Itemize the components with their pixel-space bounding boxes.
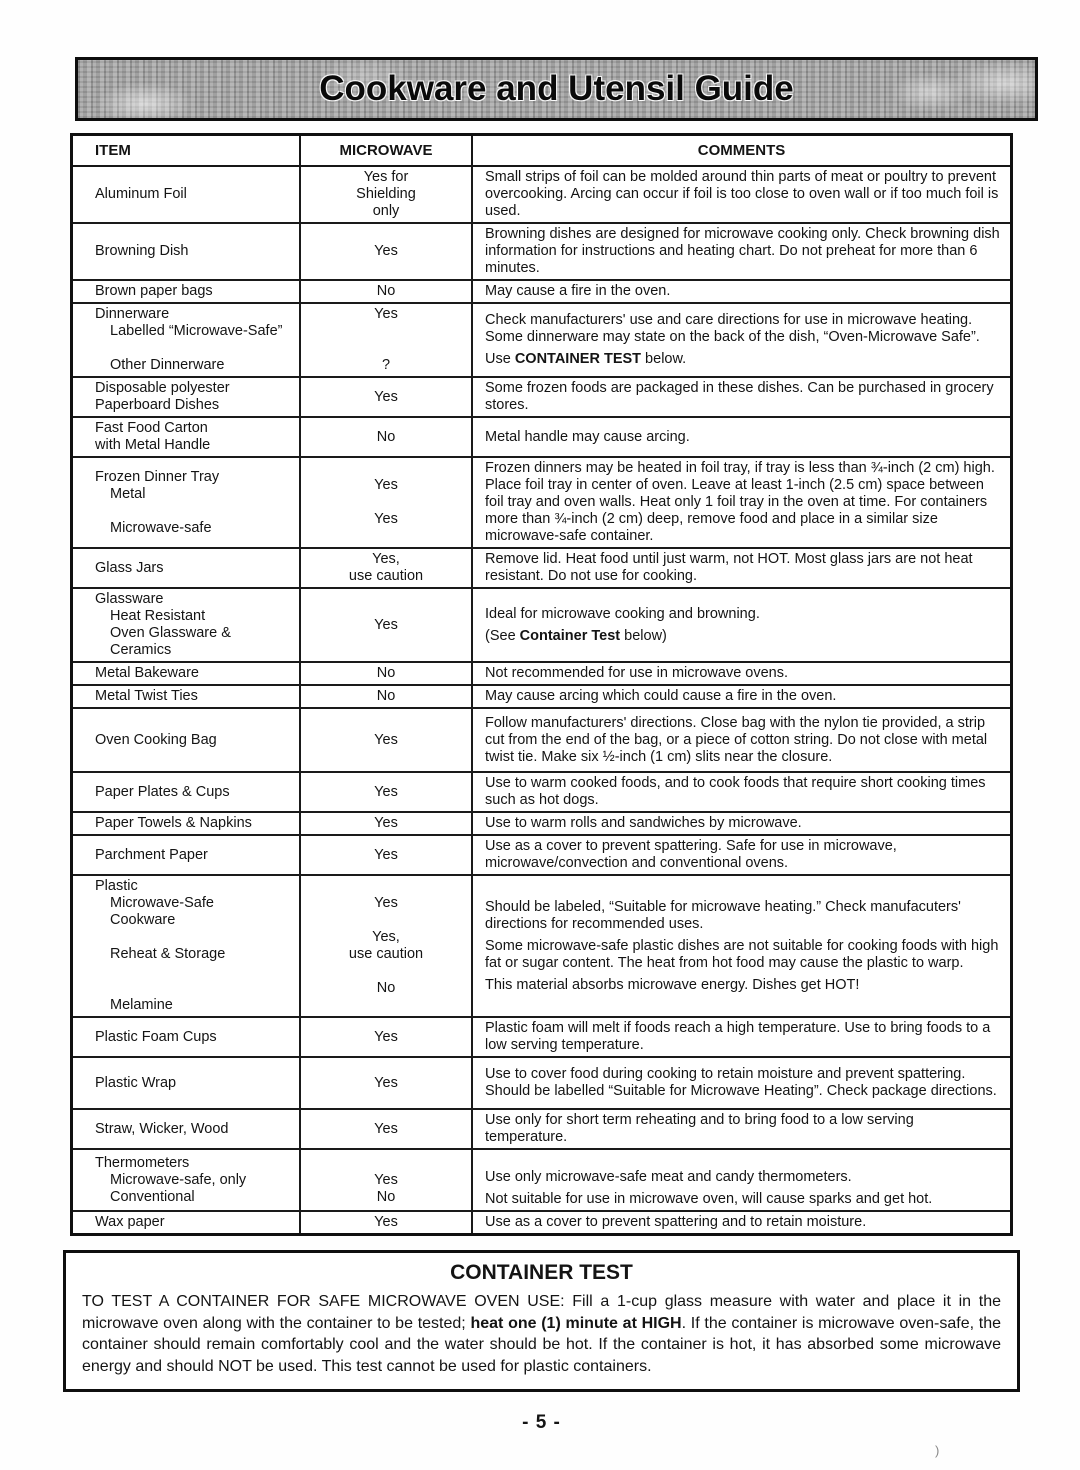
cookware-table-rows <box>73 167 1010 1233</box>
comment-paragraph: Frozen dinners may be heated in foil tray, if tray is less than ¾-inch (2 cm) high. Place foil tray in center of oven. Leave at least 1-inch (2.5 cm) space between foil tray and oven walls. Heat only 1 foil tray in the oven at time. For containers more than ¾-inch (2 cm) deep, remove food and place in a similar size microwave-safe container. <box>485 460 995 544</box>
microwave-cell <box>301 773 473 811</box>
item-line: Plastic <box>95 878 138 894</box>
item-cell <box>73 549 301 587</box>
microwave-value: Yes <box>374 477 398 493</box>
item-line: Oven Glassware & <box>110 625 231 641</box>
item-line: Glass Jars <box>95 559 164 576</box>
header-item: ITEM <box>73 136 301 165</box>
container-test-title: CONTAINER TEST <box>450 1261 633 1284</box>
item-line: Labelled “Microwave-Safe” <box>110 323 283 339</box>
microwave-cell <box>301 549 473 587</box>
item-line: Thermometers <box>95 1154 190 1171</box>
item-line: Disposable polyester <box>95 380 230 396</box>
comment-paragraph: Use to cover food during cooking to retain moisture and prevent spattering. Should be labelled “Suitable for Microwave Heating”. Check package directions. <box>485 1066 997 1099</box>
table-row <box>73 707 1010 771</box>
comment-paragraph: Not suitable for use in microwave oven, will cause sparks and get hot. <box>485 1191 933 1207</box>
microwave-value: No <box>376 1188 396 1205</box>
table-row <box>73 811 1010 834</box>
comment-paragraph: Use as a cover to prevent spattering and to retain moisture. <box>485 1214 867 1230</box>
microwave-value: Yes <box>374 243 398 259</box>
comments-cell <box>473 304 1010 376</box>
table-row <box>73 416 1010 456</box>
microwave-cell <box>301 1018 473 1056</box>
item-line: Paper Plates & Cups <box>95 783 230 800</box>
item-line: Paper Towels & Napkins <box>95 815 252 831</box>
table-row <box>73 222 1010 279</box>
scan-artifact-mark: ) <box>935 1443 940 1458</box>
table-row <box>73 1148 1010 1210</box>
item-cell <box>73 1212 301 1233</box>
comments-cell <box>473 378 1010 416</box>
item-line: Dinnerware <box>95 306 170 322</box>
comment-paragraph: Small strips of foil can be molded around thin parts of meat or poultry to prevent overcooking. Arcing can occur if foil is too close to oven wall or if too much foil is used. <box>485 169 999 219</box>
comment-paragraph: Use CONTAINER TEST below. <box>485 351 687 367</box>
microwave-cell <box>301 1110 473 1148</box>
item-line: Frozen Dinner Tray <box>95 468 220 485</box>
item-line: Heat Resistant <box>110 608 206 624</box>
microwave-value: only <box>372 203 400 219</box>
item-cell <box>73 1018 301 1056</box>
comments-cell <box>473 773 1010 811</box>
comments-cell <box>473 709 1010 771</box>
cookware-table <box>70 133 1013 1236</box>
comment-paragraph: Use to warm rolls and sandwiches by microwave. <box>485 815 802 831</box>
item-cell <box>73 304 301 376</box>
microwave-value: Yes <box>374 616 398 633</box>
microwave-cell <box>301 876 473 1016</box>
microwave-cell <box>301 589 473 661</box>
microwave-value: Yes <box>374 895 398 911</box>
microwave-value: use caution <box>348 568 424 584</box>
comment-paragraph: May cause a fire in the oven. <box>485 283 671 299</box>
item-line: Cookware <box>110 912 176 928</box>
page-title: Cookware and Utensil Guide <box>319 69 794 108</box>
comment-paragraph: Not recommended for use in microwave ovens. <box>485 665 789 681</box>
item-line: Microwave-safe <box>110 519 212 536</box>
comment-paragraph: Remove lid. Heat food until just warm, not HOT. Most glass jars are not heat resistant. Do not use for cooking. <box>485 551 973 584</box>
item-cell <box>73 876 301 1016</box>
item-line: Brown paper bags <box>95 283 213 299</box>
header-microwave: MICROWAVE <box>301 136 473 165</box>
table-row <box>73 834 1010 874</box>
microwave-value: Yes <box>374 511 398 527</box>
item-line: Plastic Foam Cups <box>95 1028 217 1045</box>
item-line: Melamine <box>110 997 173 1013</box>
comments-cell <box>473 224 1010 279</box>
microwave-value: Yes <box>374 388 398 405</box>
comment-paragraph: Check manufacturers' use and care directions for use in microwave heating. Some dinnerware may state on the back of the dish, “Oven-Microwave Safe”. <box>485 312 980 345</box>
microwave-cell <box>301 304 473 376</box>
table-row <box>73 167 1010 222</box>
microwave-cell <box>301 458 473 547</box>
container-test-section <box>63 1250 1020 1392</box>
item-cell <box>73 589 301 661</box>
table-row <box>73 1056 1010 1108</box>
comments-cell <box>473 1018 1010 1056</box>
microwave-value: Yes <box>374 306 398 322</box>
item-line: Paperboard Dishes <box>95 397 220 413</box>
table-row <box>73 279 1010 302</box>
microwave-value: Yes <box>374 815 398 831</box>
comment-paragraph: Use only microwave-safe meat and candy thermometers. <box>485 1169 852 1185</box>
microwave-cell <box>301 1212 473 1233</box>
page-banner <box>75 57 1038 121</box>
table-row <box>73 874 1010 1016</box>
microwave-cell <box>301 224 473 279</box>
item-cell <box>73 378 301 416</box>
table-row <box>73 771 1010 811</box>
microwave-value: No <box>376 688 396 704</box>
table-row <box>73 1108 1010 1148</box>
comment-paragraph: Use only for short term reheating and to bring food to a low serving temperature. <box>485 1112 914 1145</box>
microwave-cell <box>301 663 473 684</box>
header-comments: COMMENTS <box>697 142 786 159</box>
item-cell <box>73 813 301 834</box>
microwave-cell <box>301 281 473 302</box>
microwave-value: use caution <box>348 946 424 962</box>
comment-paragraph: Plastic foam will melt if foods reach a high temperature. Use to bring foods to a low serving temperature. <box>485 1020 991 1053</box>
table-row <box>73 1210 1010 1233</box>
comment-paragraph: Metal handle may cause arcing. <box>485 428 690 445</box>
comment-paragraph: Ideal for microwave cooking and browning. <box>485 605 760 622</box>
item-line: Browning Dish <box>95 243 189 259</box>
microwave-value: No <box>376 665 396 681</box>
comments-cell <box>473 1110 1010 1148</box>
comments-cell <box>473 458 1010 547</box>
comment-paragraph: This material absorbs microwave energy. Dishes get HOT! <box>485 976 860 993</box>
item-cell <box>73 1058 301 1108</box>
item-cell <box>73 167 301 222</box>
page-number: - 5 - <box>522 1412 561 1433</box>
item-line: Metal <box>110 485 146 502</box>
microwave-cell <box>301 836 473 874</box>
microwave-value: Yes <box>374 1171 398 1188</box>
comments-cell <box>473 589 1010 661</box>
comment-paragraph: Some frozen foods are packaged in these dishes. Can be purchased in grocery stores. <box>485 380 994 413</box>
comments-cell <box>473 549 1010 587</box>
item-line: Fast Food Carton <box>95 420 208 436</box>
table-row <box>73 587 1010 661</box>
comment-paragraph: Use as a cover to prevent spattering. Safe for use in microwave, microwave/convection and conventional ovens. <box>485 838 897 871</box>
item-cell <box>73 1110 301 1148</box>
table-row <box>73 684 1010 707</box>
comment-paragraph: May cause arcing which could cause a fire in the oven. <box>485 688 837 704</box>
item-line: Microwave-Safe <box>110 895 214 911</box>
microwave-value: Yes <box>374 1074 398 1091</box>
item-line: Aluminum Foil <box>95 186 187 202</box>
table-row <box>73 376 1010 416</box>
item-line: Wax paper <box>95 1214 165 1230</box>
item-line: Microwave-safe, only <box>110 1171 247 1188</box>
microwave-cell <box>301 418 473 456</box>
comment-paragraph: Follow manufacturers' directions. Close bag with the nylon tie provided, a strip cut from the end of the bag, or a piece of cotton string. Do not close with metal twist tie. Make six ½-inch (1 cm) slits near the closure. <box>485 714 988 765</box>
microwave-value: ? <box>381 357 391 373</box>
table-header-row <box>73 136 1010 167</box>
item-line: Metal Bakeware <box>95 665 199 681</box>
comment-paragraph: Should be labeled, “Suitable for microwave heating.” Check manufacuters' directions for recommended uses. <box>485 898 961 932</box>
item-line: Oven Cooking Bag <box>95 731 217 748</box>
microwave-cell <box>301 167 473 222</box>
table-row <box>73 456 1010 547</box>
microwave-cell <box>301 1150 473 1210</box>
item-line: Ceramics <box>110 642 172 658</box>
item-cell <box>73 686 301 707</box>
microwave-value: Yes <box>374 783 398 800</box>
microwave-value: Yes, <box>372 929 400 945</box>
microwave-value: Yes <box>374 1028 398 1045</box>
comments-cell <box>473 686 1010 707</box>
microwave-cell <box>301 813 473 834</box>
item-line: Plastic Wrap <box>95 1074 177 1091</box>
item-cell <box>73 281 301 302</box>
comments-cell <box>473 876 1010 1016</box>
microwave-value: Yes <box>374 846 398 863</box>
item-cell <box>73 1150 301 1210</box>
comments-cell <box>473 1058 1010 1108</box>
item-cell <box>73 224 301 279</box>
microwave-cell <box>301 686 473 707</box>
comments-cell <box>473 663 1010 684</box>
item-cell <box>73 458 301 547</box>
microwave-value: Yes, <box>372 551 400 567</box>
microwave-value: Shielding <box>356 186 416 202</box>
table-row <box>73 302 1010 376</box>
comments-cell <box>473 418 1010 456</box>
comments-cell <box>473 281 1010 302</box>
item-line: Glassware <box>95 591 164 607</box>
item-line: with Metal Handle <box>95 437 211 453</box>
table-row <box>73 1016 1010 1056</box>
microwave-value: Yes for <box>363 169 409 185</box>
comments-cell <box>473 813 1010 834</box>
item-cell <box>73 773 301 811</box>
item-line: Metal Twist Ties <box>95 688 198 704</box>
item-cell <box>73 709 301 771</box>
item-line: Reheat & Storage <box>110 946 226 962</box>
comments-cell <box>473 1150 1010 1210</box>
microwave-value: Yes <box>374 731 398 748</box>
comment-paragraph: Some microwave-safe plastic dishes are not suitable for cooking foods with high fat or sugar content. The heat from hot food may cause the plastic to warp. <box>485 937 999 971</box>
comment-paragraph: (See Container Test below) <box>485 627 667 644</box>
microwave-cell <box>301 709 473 771</box>
comments-cell <box>473 1212 1010 1233</box>
item-cell <box>73 663 301 684</box>
item-line: Other Dinnerware <box>110 357 225 373</box>
item-line: Parchment Paper <box>95 846 208 863</box>
table-row <box>73 661 1010 684</box>
comment-paragraph: Use to warm cooked foods, and to cook foods that require short cooking times such as hot dogs. <box>485 775 986 808</box>
comments-cell <box>473 836 1010 874</box>
microwave-cell <box>301 1058 473 1108</box>
item-cell <box>73 418 301 456</box>
microwave-value: No <box>376 980 396 996</box>
microwave-value: No <box>376 428 396 445</box>
microwave-value: No <box>376 283 396 299</box>
item-line: Conventional <box>110 1188 195 1205</box>
item-cell <box>73 836 301 874</box>
table-row <box>73 547 1010 587</box>
item-line: Straw, Wicker, Wood <box>95 1120 229 1137</box>
comment-paragraph: Browning dishes are designed for microwave cooking only. Check browning dish information for instructions and heating chart. Do not preheat for more than 6 minutes. <box>485 226 1000 276</box>
microwave-value: Yes <box>374 1120 398 1137</box>
microwave-cell <box>301 378 473 416</box>
comments-cell <box>473 167 1010 222</box>
microwave-value: Yes <box>374 1214 398 1230</box>
container-test-body: TO TEST A CONTAINER FOR SAFE MICROWAVE OVEN USE: Fill a 1-cup glass measure with water and place it in the microwave oven along with the container to be tested; heat one (1) minute at HIGH. If the container is microwave oven-safe, the container should remain comfortably cool and the water should be hot. If the container is hot, it has absorbed some microwave energy and should NOT be used. This test cannot be used for plastic containers. <box>82 1293 1002 1375</box>
